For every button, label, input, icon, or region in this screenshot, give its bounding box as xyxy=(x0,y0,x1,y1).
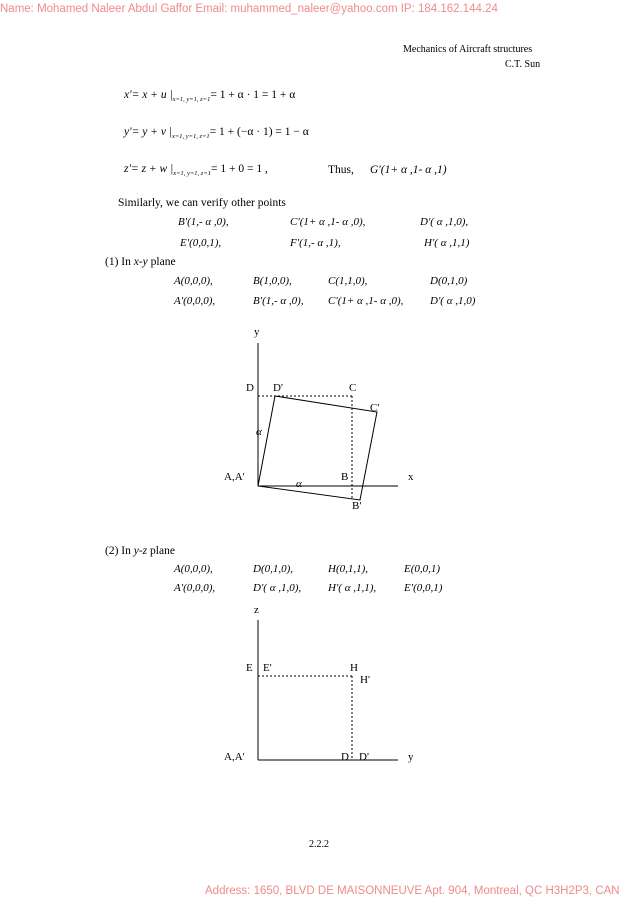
xy-label-c: C xyxy=(349,382,357,394)
section-heading-suffix: plane xyxy=(147,545,175,557)
watermark-bottom: Address: 1650, BLVD DE MAISONNEUVE Apt. 904, Montreal, QC H3H2P3, CAN xyxy=(205,885,620,897)
equation-z-sub: x=1, y=1, z=1 xyxy=(173,170,211,177)
xy-def-point: D'( α ,1,0) xyxy=(430,295,476,307)
yz-label-e-prime: E' xyxy=(263,662,272,674)
equation-y-lhs: y'= y + v | xyxy=(124,126,172,138)
equation-y-rhs: = 1 + (−α · 1) = 1 − α xyxy=(209,126,309,138)
page-number: 2.2.2 xyxy=(309,839,329,850)
verify-point: D'( α ,1,0), xyxy=(420,216,469,228)
verify-point: C'(1+ α ,1- α ,0), xyxy=(290,216,366,228)
section-heading-suffix: plane xyxy=(147,256,176,268)
yz-def-point: D'( α ,1,0), xyxy=(253,582,302,594)
thus-label: Thus, xyxy=(328,164,354,176)
yz-label-d-prime: D' xyxy=(359,751,369,763)
yz-diagram xyxy=(258,620,398,760)
verify-intro: Similarly, we can verify other points xyxy=(118,197,286,209)
yz-def-point: H'( α ,1,1), xyxy=(328,582,377,594)
xy-label-b-prime: B' xyxy=(352,500,362,512)
xy-def-point: A'(0,0,0), xyxy=(174,295,216,307)
equation-x-rhs: = 1 + α · 1 = 1 + α xyxy=(210,89,296,101)
equation-y-sub: x=1, y=1, z=1 xyxy=(171,133,210,140)
section-heading-var: y-z xyxy=(133,545,148,557)
section-heading-yz xyxy=(105,545,175,557)
xy-label-aa: A,A' xyxy=(224,471,245,483)
yz-def-point: E'(0,0,1) xyxy=(404,582,443,594)
yz-label-aa: A,A' xyxy=(224,751,245,763)
xy-def-point: C'(1+ α ,1- α ,0), xyxy=(328,295,404,307)
yz-label-y-axis: y xyxy=(408,751,414,763)
verify-point: B'(1,- α ,0), xyxy=(178,216,229,228)
xy-label-b: B xyxy=(341,471,349,483)
xy-label-x-axis: x xyxy=(408,471,414,483)
xy-label-c-prime: C' xyxy=(370,402,380,414)
equation-z-lhs: z'= z + w | xyxy=(124,163,174,175)
xy-diagram xyxy=(258,343,398,500)
xy-orig-point: D(0,1,0) xyxy=(430,275,468,287)
verify-point: F'(1,- α ,1), xyxy=(290,237,341,249)
xy-label-d: D xyxy=(246,382,254,394)
yz-orig-point: H(0,1,1), xyxy=(328,563,369,575)
yz-orig-point: A(0,0,0), xyxy=(174,563,213,575)
equation-z-rhs: = 1 + 0 = 1 , xyxy=(210,163,268,175)
xy-label-y-axis: y xyxy=(254,326,260,338)
point-g-result: G'(1+ α ,1- α ,1) xyxy=(370,164,447,176)
xy-label-alpha-vertical: α xyxy=(256,426,262,438)
yz-label-d: D xyxy=(341,751,349,763)
yz-label-z-axis: z xyxy=(254,604,259,616)
equation-x-lhs: x'= x + u | xyxy=(124,89,173,101)
section-heading-prefix: (1) In xyxy=(105,256,134,268)
yz-def-point: A'(0,0,0), xyxy=(174,582,216,594)
header-author: C.T. Sun xyxy=(505,59,541,70)
verify-point: E'(0,0,1), xyxy=(180,237,222,249)
xy-orig-point: B(1,0,0), xyxy=(253,275,292,287)
yz-label-e: E xyxy=(246,662,253,674)
yz-label-h-prime: H' xyxy=(360,674,370,686)
equation-x-sub: x=1, y=1, z=1 xyxy=(172,96,211,103)
xy-deformed-shape xyxy=(258,396,380,500)
xy-orig-point: A(0,0,0), xyxy=(174,275,213,287)
xy-label-d-prime: D' xyxy=(273,382,283,394)
header-title: Mechanics of Aircraft structures xyxy=(403,44,533,55)
section-heading-var: x-y xyxy=(133,256,148,268)
yz-orig-point: E(0,0,1) xyxy=(404,563,441,575)
watermark-top: Name: Mohamed Naleer Abdul Gaffor Email: muhammed_naleer@yahoo.com IP: 184.162.144.24 xyxy=(0,3,498,15)
section-heading-prefix: (2) In xyxy=(105,545,134,557)
verify-point: H'( α ,1,1) xyxy=(424,237,470,249)
yz-orig-point: D(0,1,0), xyxy=(253,563,294,575)
xy-def-point: B'(1,- α ,0), xyxy=(253,295,304,307)
xy-orig-point: C(1,1,0), xyxy=(328,275,368,287)
yz-label-h: H xyxy=(350,662,358,674)
xy-label-alpha-horizontal: α xyxy=(296,478,302,490)
